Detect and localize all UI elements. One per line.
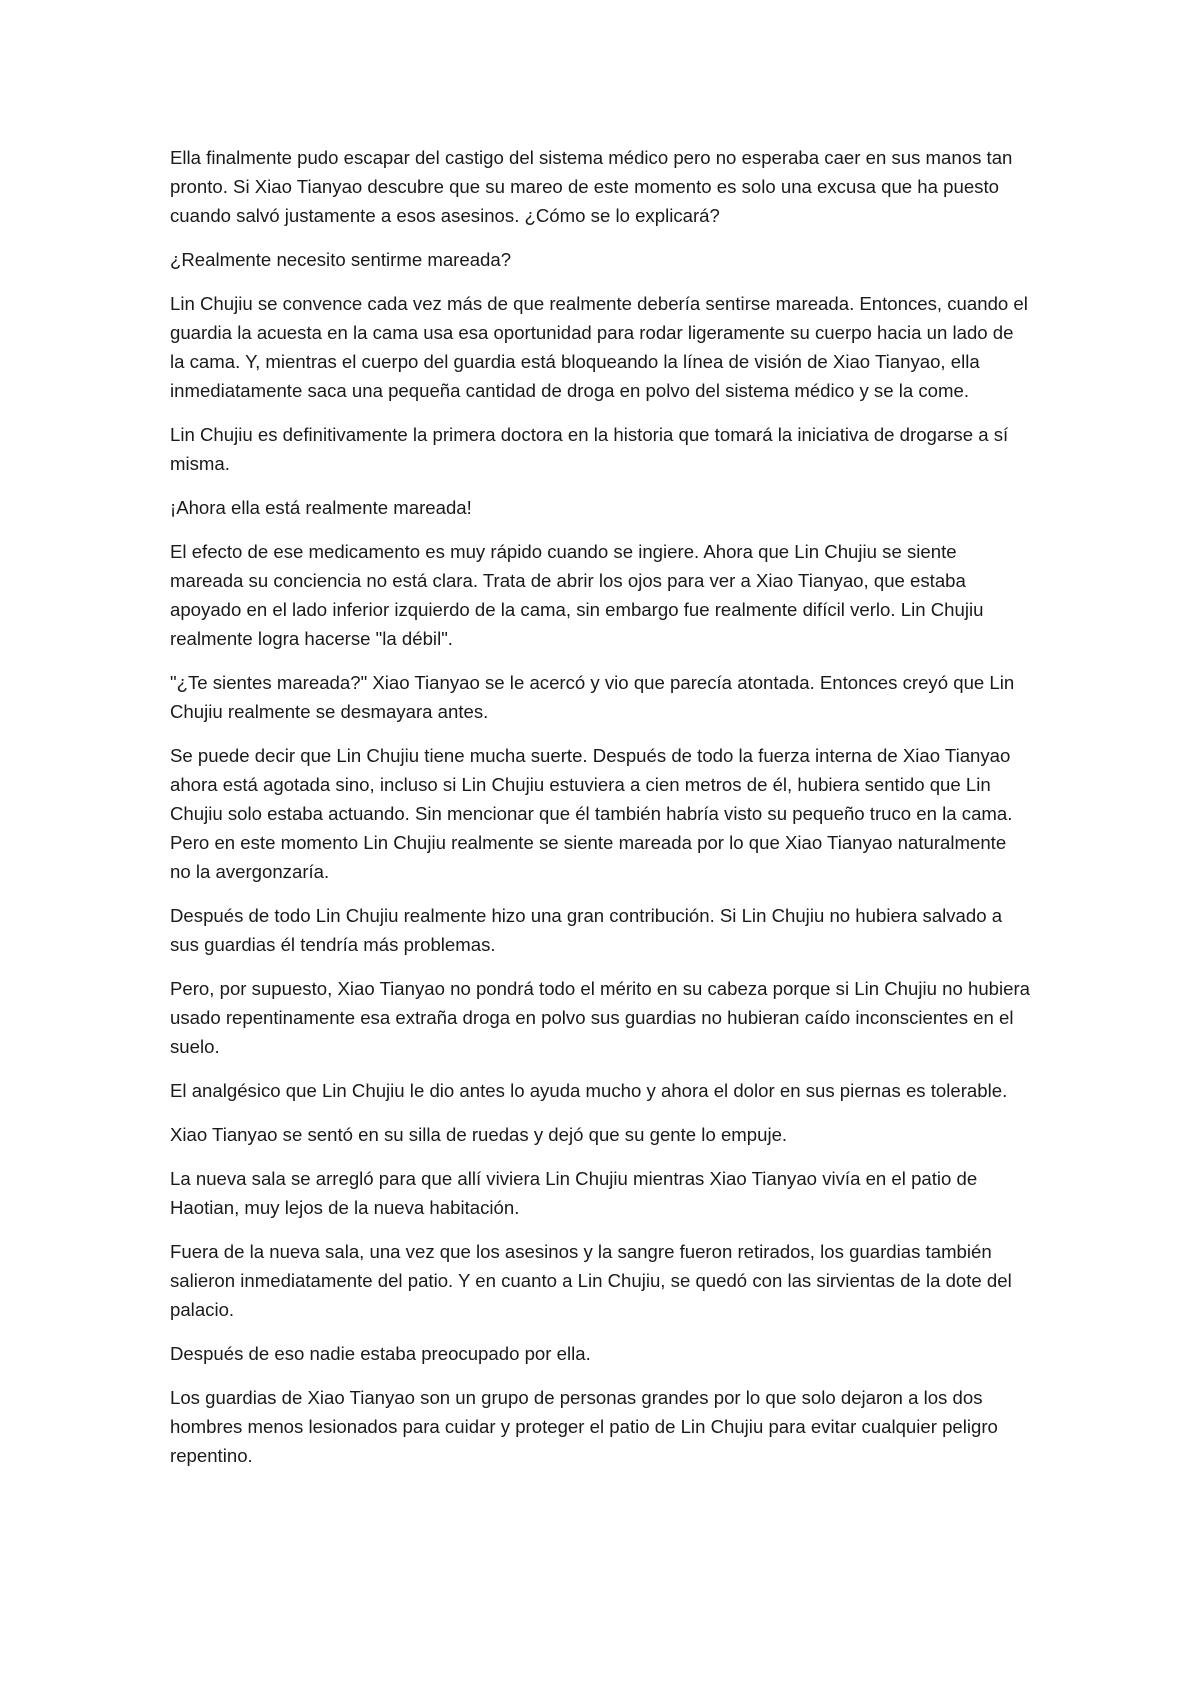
paragraph: Después de eso nadie estaba preocupado por ella.	[170, 1343, 591, 1364]
paragraph: Lin Chujiu es definitivamente la primera doctora en la historia que tomará la iniciativa de drogarse a sí misma.	[170, 424, 1009, 474]
paragraph: El efecto de ese medicamento es muy rápido cuando se ingiere. Ahora que Lin Chujiu se siente mareada su conciencia no está clara. Trata de abrir los ojos para ver a Xiao Tianyao, que estaba apoyado en el lado inferior izquierdo de la cama, sin embargo fue realmente difícil verlo. Lin Chujiu realmente logra hacerse "la débil".	[170, 541, 984, 649]
paragraph: Lin Chujiu se convence cada vez más de que realmente debería sentirse mareada. Entonces, cuando el guardia la acuesta en la cama usa esa oportunidad para rodar ligeramente su cuerpo hacia un lado de la cama. Y, mientras el cuerpo del guardia está bloqueando la línea de visión de Xiao Tianyao, ella inmediatamente saca una pequeña cantidad de droga en polvo del sistema médico y se la come.	[170, 293, 1028, 401]
paragraph: Ella finalmente pudo escapar del castigo del sistema médico pero no esperaba caer en sus manos tan pronto. Si Xiao Tianyao descubre que su mareo de este momento es solo una excusa que ha puesto cuando salvó justamente a esos asesinos. ¿Cómo se lo explicará?	[170, 147, 1013, 226]
paragraph: ¡Ahora ella está realmente mareada!	[170, 497, 472, 518]
paragraph: Xiao Tianyao se sentó en su silla de ruedas y dejó que su gente lo empuje.	[170, 1124, 788, 1145]
paragraph: Fuera de la nueva sala, una vez que los asesinos y la sangre fueron retirados, los guardias también salieron inmediatamente del patio. Y en cuanto a Lin Chujiu, se quedó con las sirvientas de la dote del palacio.	[170, 1241, 1012, 1320]
paragraph: Los guardias de Xiao Tianyao son un grupo de personas grandes por lo que solo dejaron a los dos hombres menos lesionados para cuidar y proteger el patio de Lin Chujiu para evitar cualquier peligro repentino.	[170, 1387, 998, 1466]
paragraph: Después de todo Lin Chujiu realmente hizo una gran contribución. Si Lin Chujiu no hubiera salvado a sus guardias él tendría más problemas.	[170, 905, 1003, 955]
paragraph: "¿Te sientes mareada?" Xiao Tianyao se le acercó y vio que parecía atontada. Entonces creyó que Lin Chujiu realmente se desmayara antes.	[170, 672, 1015, 722]
paragraph: Se puede decir que Lin Chujiu tiene mucha suerte. Después de todo la fuerza interna de Xiao Tianyao ahora está agotada sino, incluso si Lin Chujiu estuviera a cien metros de él, hubiera sentido que Lin Chujiu solo estaba actuando. Sin mencionar que él también habría visto su pequeño truco en la cama. Pero en este momento Lin Chujiu realmente se siente mareada por lo que Xiao Tianyao naturalmente no la avergonzaría.	[170, 745, 1013, 882]
paragraph: Pero, por supuesto, Xiao Tianyao no pondrá todo el mérito en su cabeza porque si Lin Chujiu no hubiera usado repentinamente esa extraña droga en polvo sus guardias no hubieran caído inconscientes en el suelo.	[170, 978, 1031, 1057]
document-body	[170, 143, 1030, 1470]
paragraph: El analgésico que Lin Chujiu le dio antes lo ayuda mucho y ahora el dolor en sus piernas es tolerable.	[170, 1080, 1008, 1101]
paragraph: ¿Realmente necesito sentirme mareada?	[170, 249, 512, 270]
paragraph: La nueva sala se arregló para que allí viviera Lin Chujiu mientras Xiao Tianyao vivía en el patio de Haotian, muy lejos de la nueva habitación.	[170, 1168, 978, 1218]
